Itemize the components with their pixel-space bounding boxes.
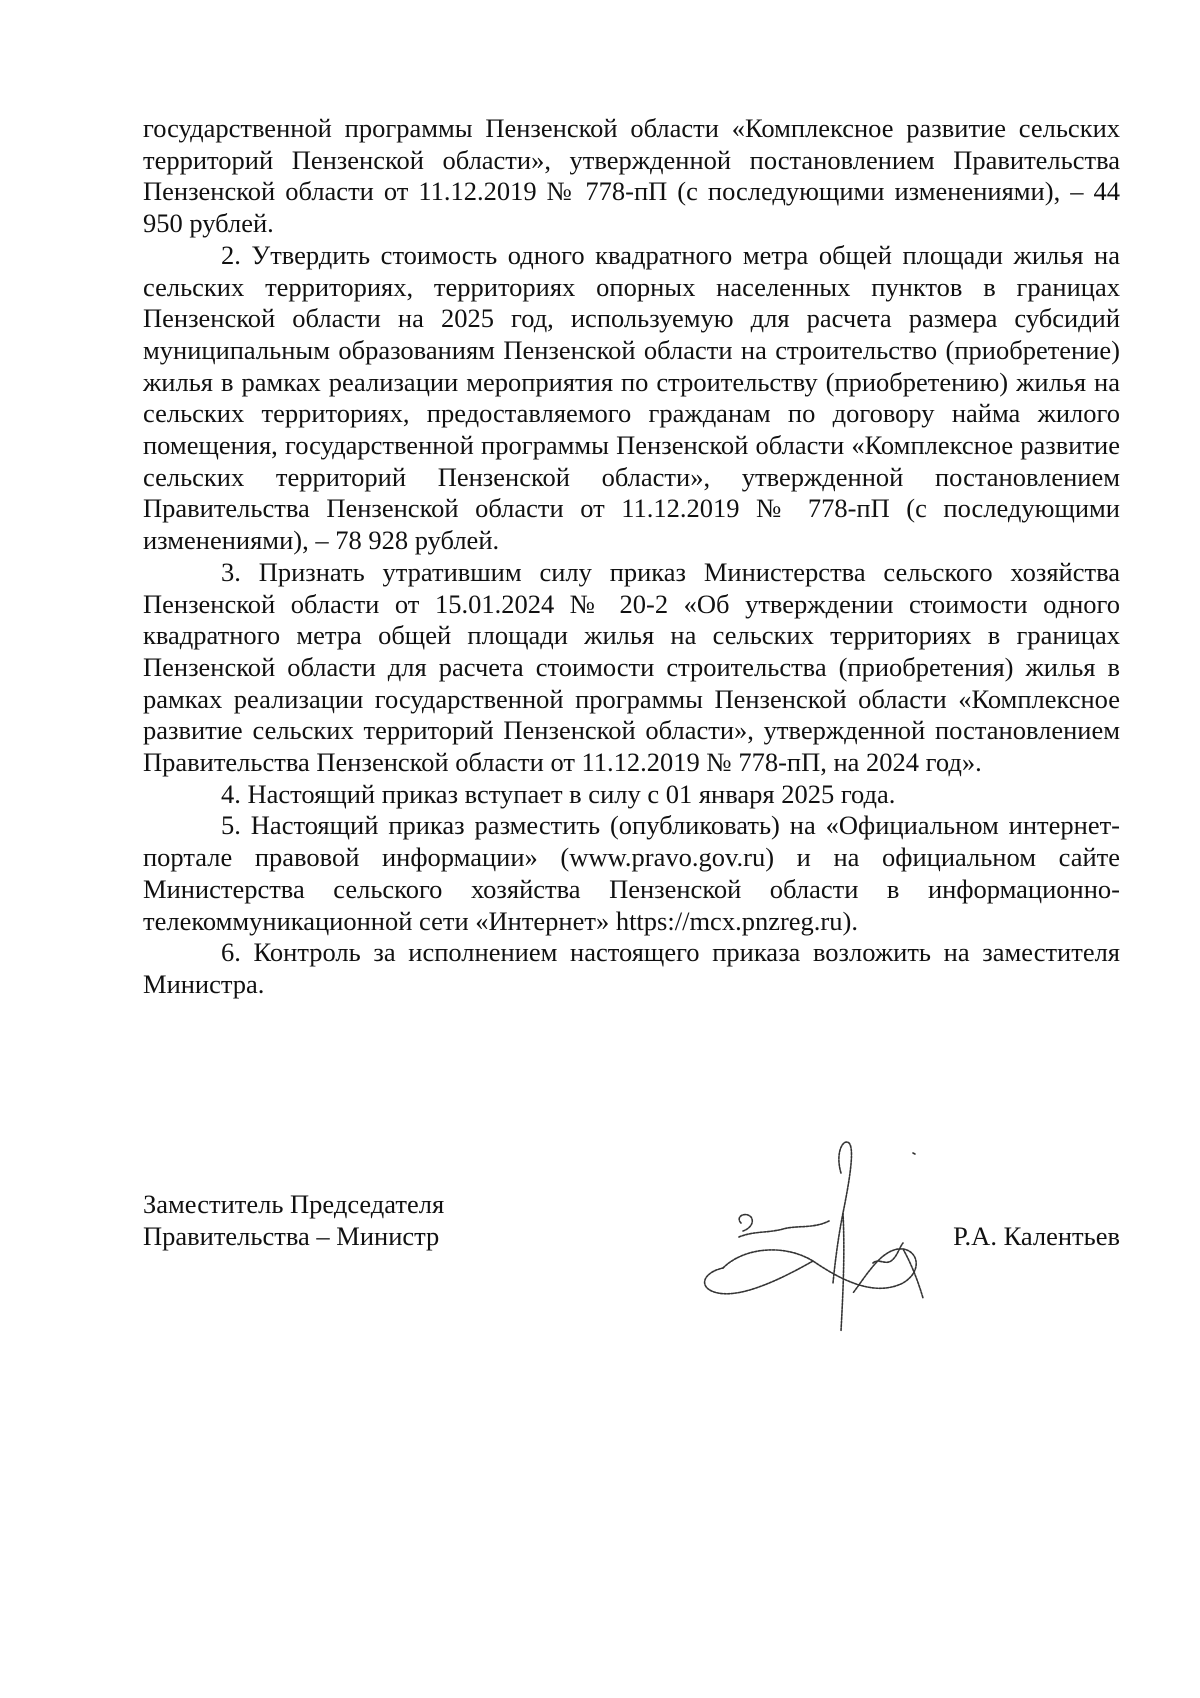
signer-position-line-1: Заместитель Председателя — [143, 1189, 445, 1219]
document-body — [143, 113, 1120, 1001]
signature-block — [143, 1188, 1120, 1308]
paragraph-item-2: 2. Утвердить стоимость одного квадратного метра общей площади жилья на сельских территориях, территориях опорных населенных пунктов в границах Пензенской области на 2025 год, используемую для расчета размера субсидий муниципальным образованиям Пензенской области на строительство (приобретение) жилья в рамках реализации мероприятия по строительству (приобретению) жилья на сельских территориях, предоставляемого гражданам по договору найма жилого помещения, государственной программы Пензенской области «Комплексное развитие сельских территорий Пензенской области», утвержденной постановлением Правительства Пензенской области от 11.12.2019 № 778-пП (с последующими изменениями), – 78 928 рублей. — [143, 239, 1120, 556]
paragraph-item-5: 5. Настоящий приказ разместить (опубликовать) на «Официальном интернет-портале правовой информации» (www.pravo.gov.ru) и на официальном сайте Министерства сельского хозяйства Пензенской области в информационно-телекоммуникационной сети «Интернет» https://mcx.pnzreg.ru). — [143, 810, 1120, 936]
signer-position — [143, 1188, 583, 1252]
signer-name: Р.А. Калентьев — [953, 1221, 1120, 1251]
paragraph-continuation: государственной программы Пензенской области «Комплексное развитие сельских территорий Пензенской области», утвержденной постановлением Правительства Пензенской области от 11.12.2019 № 778-пП (с последующими изменениями), – 44 950 рублей. — [143, 113, 1120, 239]
paragraph-item-4: 4. Настоящий приказ вступает в силу с 01 января 2025 года. — [221, 778, 896, 809]
handwritten-signature-icon — [573, 1133, 963, 1333]
paragraph-item-3: 3. Признать утратившим силу приказ Министерства сельского хозяйства Пензенской области от 15.01.2024 № 20-2 «Об утверждении стоимости одного квадратного метра общей площади жилья на сельских территориях в границах Пензенской области для расчета стоимости строительства (приобретения) жилья в рамках реализации государственной программы Пензенской области «Комплексное развитие сельских территорий Пензенской области», утвержденной постановлением Правительства Пензенской области от 11.12.2019 № 778-пП, на 2024 год». — [143, 556, 1120, 778]
paragraph-item-6: 6. Контроль за исполнением настоящего приказа возложить на заместителя Министра. — [143, 937, 1120, 999]
signer-position-line-2: Правительства – Министр — [143, 1221, 440, 1251]
